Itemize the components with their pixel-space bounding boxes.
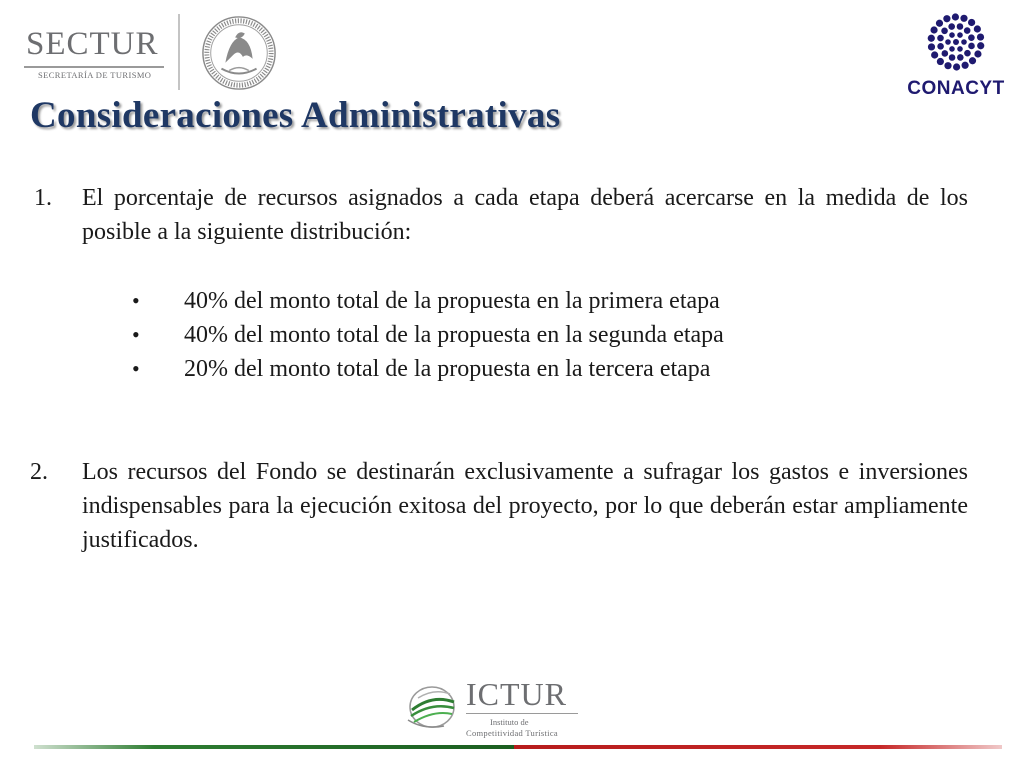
- item-1-text: El porcentaje de recursos asignados a cada etapa deberá acercarse en la medida de los posible a la siguiente distribución:: [82, 185, 968, 245]
- page-title: Consideraciones Administrativas: [30, 95, 561, 136]
- conacyt-dot: [952, 13, 959, 20]
- conacyt-dot: [974, 50, 981, 57]
- item-1-bullet-2: 40% del monto total de la propuesta en la segunda etapa: [184, 322, 724, 348]
- ictur-logo-line-2: Competitividad Turística: [466, 728, 558, 738]
- footer-red-bar: [514, 745, 1002, 749]
- item-1-bullet-1: 40% del monto total de la propuesta en la primera etapa: [184, 288, 720, 314]
- conacyt-dot: [928, 43, 935, 50]
- sectur-logo-word: SECTUR: [26, 26, 159, 62]
- conacyt-dot: [968, 43, 975, 50]
- ictur-logo-line-1: Instituto de: [490, 717, 529, 727]
- sectur-logo-rule: [24, 66, 164, 68]
- conacyt-dot: [949, 32, 955, 38]
- item-2-number: 2.: [30, 459, 48, 485]
- conacyt-dot: [968, 34, 975, 41]
- conacyt-logo: [900, 8, 1012, 108]
- ictur-logo-word: ICTUR: [466, 676, 567, 712]
- conacyt-dot: [957, 54, 964, 61]
- sectur-logo: [22, 18, 172, 88]
- conacyt-dot: [936, 20, 943, 27]
- conacyt-dot: [937, 35, 944, 42]
- item-1-number: 1.: [34, 185, 52, 211]
- conacyt-dot: [948, 23, 955, 30]
- conacyt-dot: [961, 39, 967, 45]
- conacyt-dot: [949, 46, 955, 52]
- conacyt-dot: [964, 27, 971, 34]
- conacyt-dot: [957, 46, 963, 52]
- header-divider: [178, 14, 180, 90]
- conacyt-dot: [957, 23, 964, 30]
- conacyt-dot: [977, 33, 984, 40]
- conacyt-dot: [949, 54, 956, 61]
- conacyt-dot: [964, 50, 971, 57]
- conacyt-dot: [937, 43, 944, 50]
- conacyt-dot: [969, 57, 976, 64]
- conacyt-dot: [957, 32, 963, 38]
- conacyt-dot: [953, 39, 959, 45]
- mexican-seal-icon: [200, 14, 278, 92]
- conacyt-dots-icon: [900, 8, 1012, 78]
- conacyt-dot: [931, 51, 938, 58]
- bullet-marker: •: [132, 288, 140, 313]
- bullet-marker: •: [132, 322, 140, 347]
- conacyt-dot: [928, 35, 935, 42]
- bullet-marker: •: [132, 356, 140, 381]
- conacyt-dot: [968, 19, 975, 26]
- conacyt-dot: [953, 63, 960, 70]
- sectur-logo-subtitle: SECRETARÍA DE TURISMO: [38, 70, 152, 80]
- item-1-bullet-3: 20% del monto total de la propuesta en la tercera etapa: [184, 356, 711, 382]
- conacyt-dot: [930, 26, 937, 33]
- conacyt-dot: [974, 25, 981, 32]
- conacyt-dot: [943, 15, 950, 22]
- conacyt-dot: [942, 50, 949, 57]
- conacyt-dot: [945, 39, 951, 45]
- conacyt-dot: [937, 58, 944, 65]
- conacyt-dot: [941, 28, 948, 35]
- conacyt-dot: [962, 62, 969, 69]
- conacyt-logo-word: CONACYT: [907, 78, 1005, 99]
- footer-green-bar: [34, 745, 514, 749]
- conacyt-dot: [960, 15, 967, 22]
- item-2-text: Los recursos del Fondo se destinarán exclusivamente a sufragar los gastos e inversiones indispensables para la ejecución exitosa del proyecto, por lo que deberán estar ampliamente justificados.: [82, 459, 968, 553]
- conacyt-dot: [944, 62, 951, 69]
- conacyt-dot: [977, 42, 984, 49]
- ictur-globe-icon: [404, 680, 460, 732]
- ictur-logo-rule: [466, 713, 578, 714]
